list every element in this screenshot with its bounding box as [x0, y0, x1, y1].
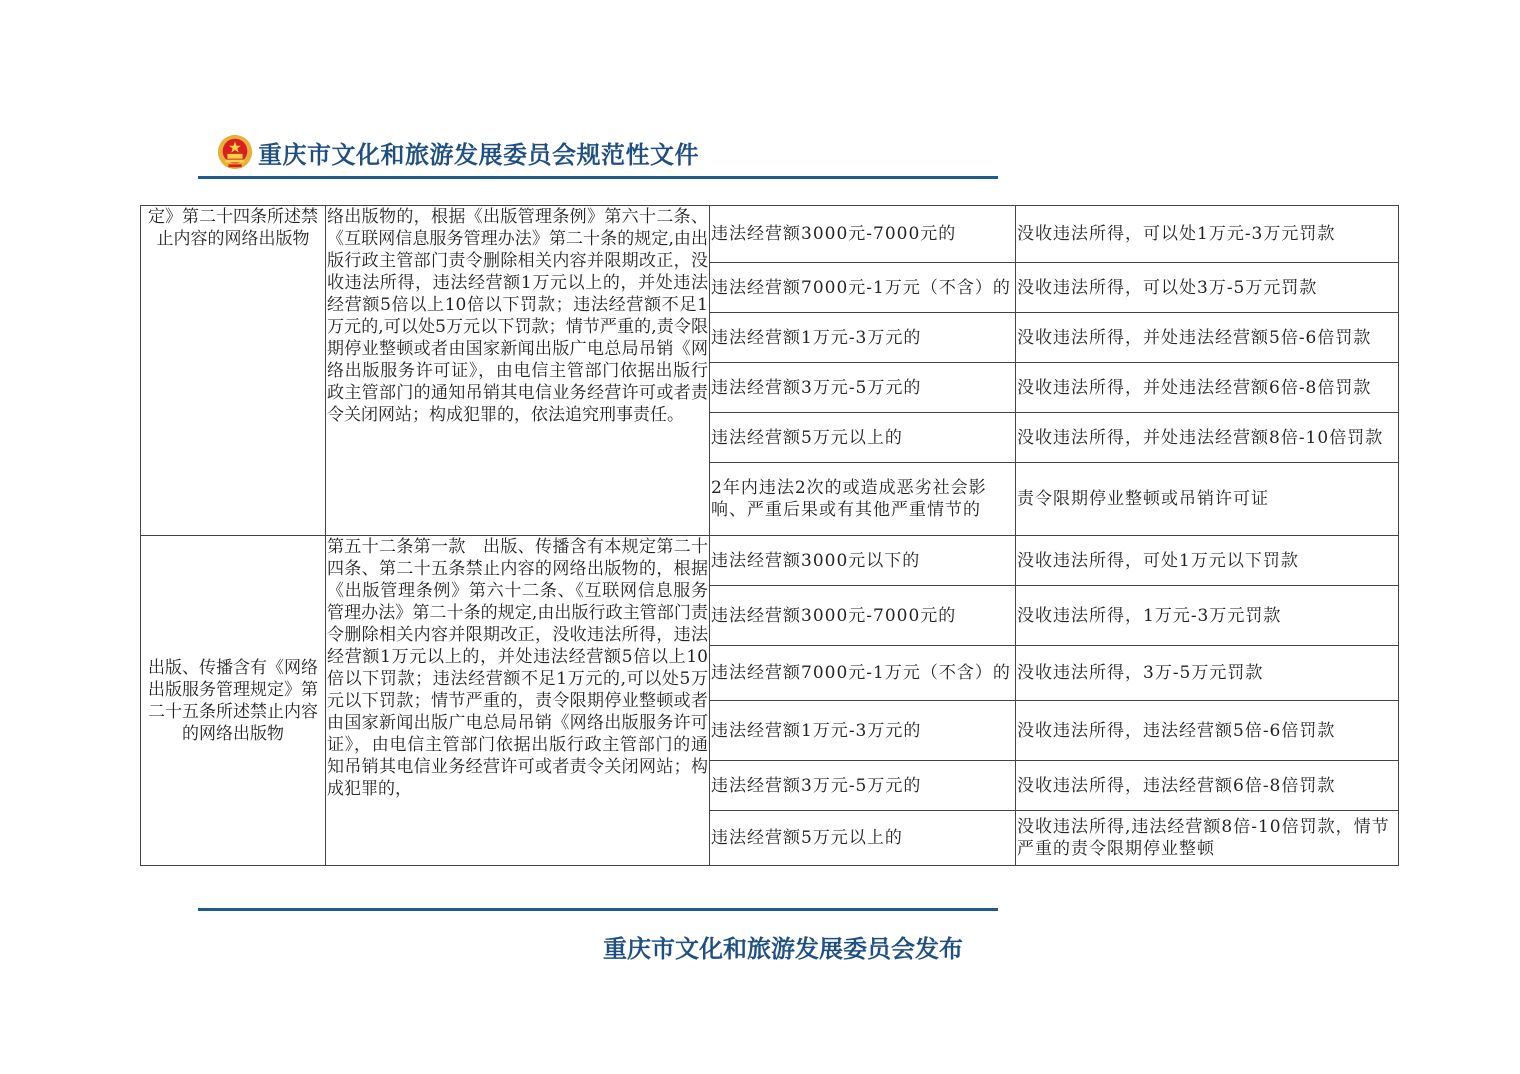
footer-title: 重庆市文化和旅游发展委员会发布 [603, 934, 963, 963]
condition-cell: 违法经营额3万元-5万元的 [710, 363, 1016, 413]
condition-cell: 违法经营额3000元-7000元的 [710, 206, 1016, 263]
legal-basis-cell: 络出版物的，根据《出版管理条例》第六十二条、《互联网信息服务管理办法》第二十条的规定,由出版行政主管部门责令删除相关内容并限期改正，没收违法所得，违法经营额1万元以上的，并处违法经营额5倍以上10倍以下罚款；违法经营额不足1万元的,可以处5万元以下罚款；情节严重的,责令限期停业整顿或者由国家新闻出版广电总局吊销《网络出版服务许可证》，由电信主管部门依据出版行政主管部门的通知吊销其电信业务经营许可或者责令关闭网站；构成犯罪的，依法追究刑事责任。 [326, 206, 710, 536]
penalty-cell: 没收违法所得，1万元-3万元罚款 [1016, 586, 1399, 646]
document-header [216, 130, 699, 174]
penalty-cell: 责令限期停业整顿或吊销许可证 [1016, 463, 1399, 536]
condition-cell: 违法经营额7000元-1万元（不含）的 [710, 263, 1016, 313]
condition-cell: 违法经营额3万元-5万元的 [710, 761, 1016, 811]
penalty-cell: 没收违法所得,违法经营额8倍-10倍罚款，情节严重的责令限期停业整顿 [1016, 811, 1399, 866]
penalty-cell: 没收违法所得，可以处1万元-3万元罚款 [1016, 206, 1399, 263]
penalty-cell: 没收违法所得，可处1万元以下罚款 [1016, 536, 1399, 586]
table-row [141, 536, 1399, 586]
category-cell: 出版、传播含有《网络出版服务管理规定》第二十五条所述禁止内容的网络出版物 [141, 536, 326, 866]
header-rule [198, 176, 998, 179]
table-row [141, 206, 1399, 263]
category-cell: 定》第二十四条所述禁止内容的网络出版物 [141, 206, 326, 536]
condition-cell: 2年内违法2次的或造成恶劣社会影响、严重后果或有其他严重情节的 [710, 463, 1016, 536]
condition-cell: 违法经营额5万元以上的 [710, 811, 1016, 866]
penalty-cell: 没收违法所得，违法经营额5倍-6倍罚款 [1016, 701, 1399, 761]
condition-cell: 违法经营额1万元-3万元的 [710, 313, 1016, 363]
condition-cell: 违法经营额1万元-3万元的 [710, 701, 1016, 761]
header-title: 重庆市文化和旅游发展委员会规范性文件 [258, 139, 699, 169]
penalty-cell: 没收违法所得，并处违法经营额5倍-6倍罚款 [1016, 313, 1399, 363]
penalty-cell: 没收违法所得，违法经营额6倍-8倍罚款 [1016, 761, 1399, 811]
national-emblem-icon [216, 133, 254, 171]
legal-basis-cell: 第五十二条第一款 出版、传播含有本规定第二十四条、第二十五条禁止内容的网络出版物的，根据《出版管理条例》第六十二条、《互联网信息服务管理办法》第二十条的规定,由出版行政主管部门责令删除相关内容并限期改正，没收违法所得，违法经营额1万元以上的，并处违法经营额5倍以上10倍以下罚款；违法经营额不足1万元的,可以处5万元以下罚款；情节严重的，责令限期停业整顿或者由国家新闻出版广电总局吊销《网络出版服务许可证》，由电信主管部门依据出版行政主管部门的通知吊销其电信业务经营许可或者责令关闭网站；构成犯罪的， [326, 536, 710, 866]
condition-cell: 违法经营额3000元-7000元的 [710, 586, 1016, 646]
condition-cell: 违法经营额7000元-1万元（不含）的 [710, 646, 1016, 701]
footer-rule [198, 908, 998, 911]
penalty-standard-table [140, 205, 1399, 866]
penalty-cell: 没收违法所得，3万-5万元罚款 [1016, 646, 1399, 701]
condition-cell: 违法经营额3000元以下的 [710, 536, 1016, 586]
penalty-cell: 没收违法所得，可以处3万-5万元罚款 [1016, 263, 1399, 313]
penalty-cell: 没收违法所得，并处违法经营额6倍-8倍罚款 [1016, 363, 1399, 413]
penalty-cell: 没收违法所得，并处违法经营额8倍-10倍罚款 [1016, 413, 1399, 463]
condition-cell: 违法经营额5万元以上的 [710, 413, 1016, 463]
